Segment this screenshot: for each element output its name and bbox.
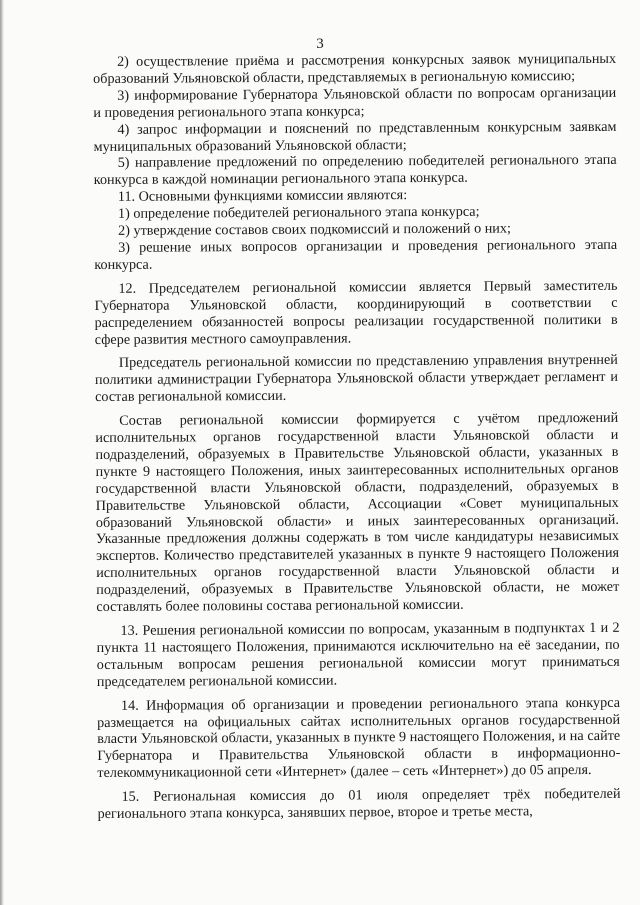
paragraph: 13. Решения региональной комиссии по вопросам, указанным в подпунктах 1 и 2 пункта 11 настоящего Положения, принимаются исключительно на её заседании, по остальным вопросам решения региональной комиссии могут приниматься председателем региональной комиссии.	[96, 619, 620, 690]
paragraph: 3) информирование Губернатора Ульяновской области по вопросам организации и проведения регионального этапа конкурса;	[93, 84, 617, 121]
paragraph: 2) утверждение составов своих подкомиссий и положений о них;	[118, 220, 511, 239]
paragraph: 14. Информация об организации и проведении регионального этапа конкурса размещается на официальных сайтах исполнительных органов государственной власти Ульяновской области, указанных в пункте 9 настоящего Положения, и на сайте Губернатора и Правительства Ульяновской области в информационно-телекоммуникационной сети «Интернет» (далее – сеть «Интернет») до 05 апреля.	[97, 694, 621, 782]
paragraph: Состав региональной комиссии формируется с учётом предложений исполнительных органов государственной власти Ульяновской области и подразделений, образуемых в Правительстве Ульяновской области, указанных в пункте 9 настоящего Положения, иных заинтересованных исполнительных органов государственной власти Ульяновской области, подразделений, образуемых в Правительстве Ульяновской области, Ассоциации «Совет муниципальных образований Ульяновской области» и иных заинтересованных организаций. Указанные предложения должны содержать в том числе кандидатуры независимых экспертов. Количество представителей указанных в пункте 9 настоящего Положения исполнительных органов государственной власти Ульяновской области и подразделений, образуемых в Правительстве Ульяновской области, не может составлять более половины состава региональной комиссии.	[95, 409, 620, 616]
paragraph: 1) определение победителей регионального этапа конкурса;	[117, 203, 480, 223]
paragraph: 15. Региональная комиссия до 01 июля определяет трёх победителей регионального этапа конкурса, занявших первое, второе и третье места,	[97, 785, 621, 823]
page-number: 3	[316, 36, 324, 52]
paragraph: 12. Председателем региональной комиссии является Первый заместитель Губернатора Ульяновской области, координирующий в соответствии с распределением обязанностей вопросы реализации государственной политики в сфере развития местного самоуправления.	[94, 277, 618, 348]
paragraph: 3) решение иных вопросов организации и проведения регионального этапа конкурса.	[94, 236, 618, 273]
paragraph: Председатель региональной комиссии по представлению управления внутренней политики администрации Губернатора Ульяновской области утверждает регламент и состав региональной комиссии.	[94, 352, 619, 406]
paragraph: 11. Основными функциями комиссии являются:	[117, 187, 408, 206]
scan-edge-shadow	[0, 0, 4, 905]
paragraph: 4) запрос информации и пояснений по представленным конкурсным заявкам муниципальных образований Ульяновской области;	[93, 118, 617, 155]
paragraph: 2) осуществление приёма и рассмотрения конкурсных заявок муниципальных образований Ульяновской области, представляемых в региональную комиссию;	[93, 50, 617, 87]
paragraph: 5) направление предложений по определению победителей регионального этапа конкурса в каждой номинации регионального этапа конкурса.	[93, 152, 617, 189]
document-body	[93, 51, 621, 823]
